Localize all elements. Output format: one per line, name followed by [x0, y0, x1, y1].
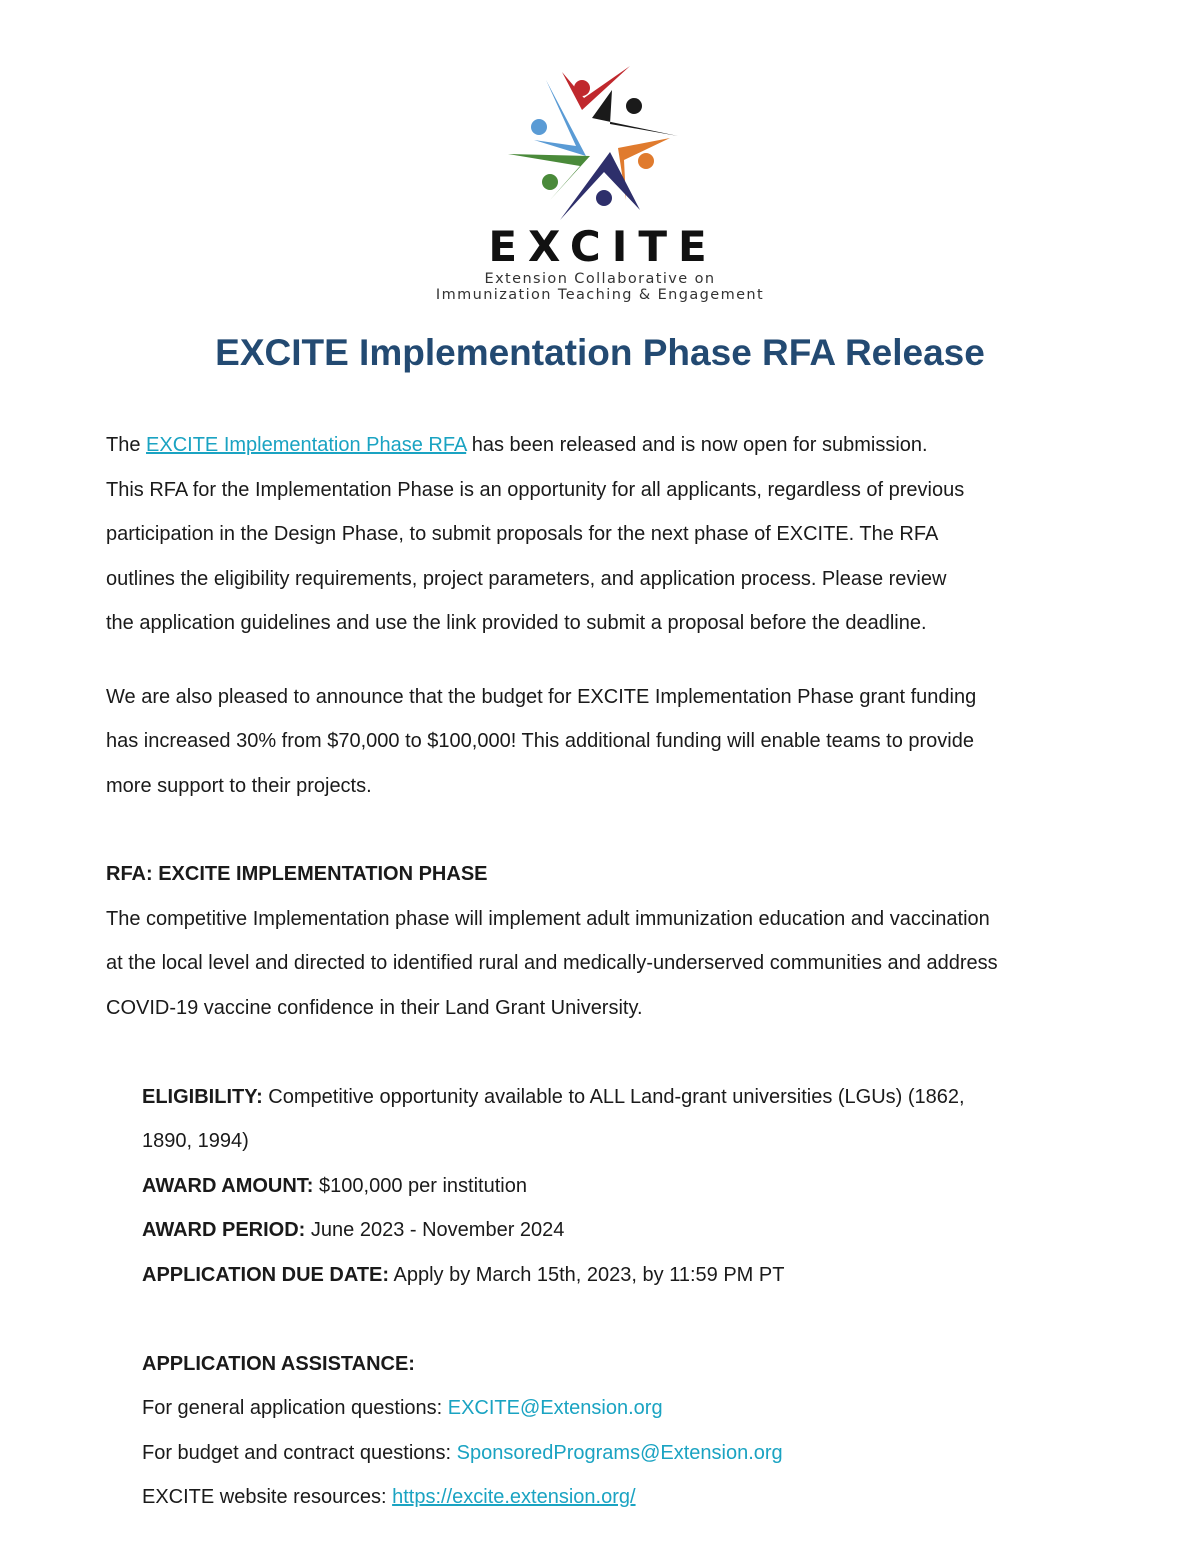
- budget-line-3: more support to their projects.: [106, 775, 372, 797]
- logo-head-black: [626, 98, 642, 114]
- intro-line-1: The EXCITE Implementation Phase RFA has been released and is now open for submission.: [106, 434, 928, 456]
- general-questions-line: For general application questions: EXCITE@Extension.org: [142, 1397, 663, 1419]
- eligibility-line: [142, 1085, 965, 1109]
- logo-head-navy: [596, 190, 612, 206]
- intro-line-4: outlines the eligibility requirements, project parameters, and application process. Please review: [106, 568, 947, 590]
- rfa-link[interactable]: EXCITE Implementation Phase RFA: [146, 434, 467, 456]
- due-date-value: Apply by March 15th, 2023, by 11:59 PM PT: [389, 1264, 785, 1286]
- intro-line-3: participation in the Design Phase, to submit proposals for the next phase of EXCITE. The RFA: [106, 523, 939, 545]
- budget-questions-line: For budget and contract questions: SponsoredPrograms@Extension.org: [142, 1442, 783, 1464]
- award-period-label: AWARD PERIOD:: [142, 1219, 306, 1241]
- award-period-value: June 2023 - November 2024: [305, 1219, 565, 1241]
- general-email-link[interactable]: EXCITE@Extension.org: [447, 1397, 663, 1419]
- rfa-line-3: COVID-19 vaccine confidence in their Land Grant University.: [106, 997, 643, 1019]
- logo-wordmark: EXCITE: [488, 222, 718, 271]
- award-amount-label: AWARD AMOUNT:: [142, 1175, 314, 1197]
- intro-line-2: This RFA for the Implementation Phase is an opportunity for all applicants, regardless of previous: [106, 479, 965, 501]
- eligibility-value: Competitive opportunity available to ALL Land-grant universities (LGUs) (1862,: [262, 1086, 965, 1108]
- due-date-line: [142, 1263, 784, 1287]
- eligibility-label: ELIGIBILITY:: [142, 1086, 263, 1108]
- award-period-line: [142, 1218, 564, 1242]
- award-amount-line: [142, 1174, 527, 1198]
- budget-email-link[interactable]: SponsoredPrograms@Extension.org: [456, 1442, 783, 1464]
- logo-head-green: [542, 174, 558, 190]
- due-date-label: APPLICATION DUE DATE:: [142, 1264, 390, 1286]
- award-amount-value: $100,000 per institution: [313, 1175, 527, 1197]
- eligibility-line-2: 1890, 1994): [142, 1130, 249, 1152]
- rfa-line-2: at the local level and directed to identified rural and medically-underserved communities and address: [106, 952, 998, 974]
- logo-subtitle-line-1: Extension Collaborative on: [484, 271, 716, 287]
- excite-logo-mark: [500, 60, 700, 230]
- budget-line-2: has increased 30% from $70,000 to $100,000! This additional funding will enable teams to provide: [106, 730, 974, 752]
- logo-head-blue: [531, 119, 547, 135]
- website-line: EXCITE website resources: https://excite.extension.org/: [142, 1486, 636, 1508]
- page-title: EXCITE Implementation Phase RFA Release: [215, 332, 985, 373]
- intro-line-5: the application guidelines and use the link provided to submit a proposal before the deadline.: [106, 612, 927, 634]
- rfa-heading: RFA: EXCITE IMPLEMENTATION PHASE: [106, 863, 488, 885]
- rfa-line-1: The competitive Implementation phase will implement adult immunization education and vaccination: [106, 908, 990, 930]
- logo-head-red: [574, 80, 590, 96]
- logo-subtitle-line-2: Immunization Teaching & Engagement: [435, 287, 765, 303]
- budget-line-1: We are also pleased to announce that the budget for EXCITE Implementation Phase grant funding: [106, 686, 977, 708]
- website-link[interactable]: https://excite.extension.org/: [392, 1486, 636, 1508]
- logo-figure-red: [562, 66, 630, 110]
- assistance-heading: APPLICATION ASSISTANCE:: [142, 1353, 415, 1375]
- logo-head-orange: [638, 153, 654, 169]
